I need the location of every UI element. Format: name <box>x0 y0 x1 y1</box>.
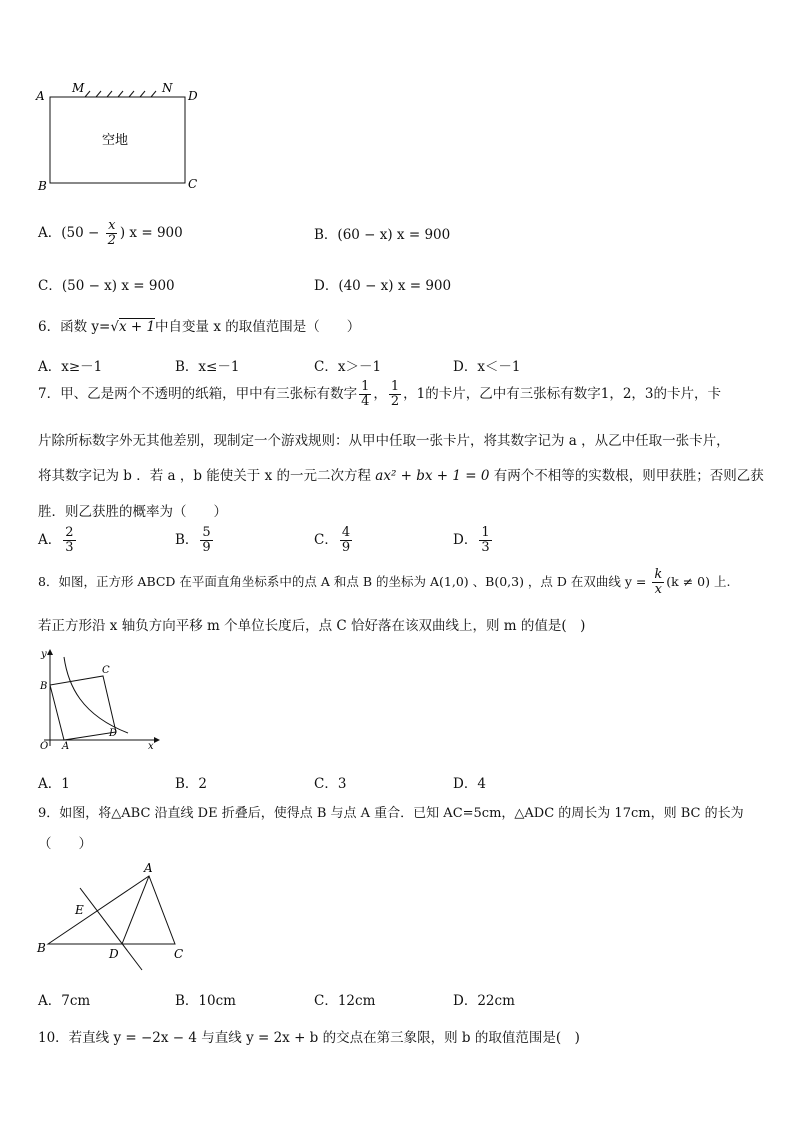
q8-option-B: B．2 <box>175 776 208 792</box>
q5-option-B: B．(60 − x) x = 900 <box>314 227 451 243</box>
q6-option-C: C．x＞－1 <box>314 359 382 375</box>
label-y: y <box>41 649 47 660</box>
field-label: 空地 <box>102 133 129 148</box>
y-axis-arrow <box>47 649 53 655</box>
label-C: C <box>102 665 110 676</box>
q6-option-A: A．x≥－1 <box>38 359 103 375</box>
label-B: B <box>37 941 46 955</box>
q8-line2: 若正方形沿 x 轴负方向平移 m 个单位长度后，点 C 恰好落在该双曲线上，则 m 的值是( ) <box>38 618 586 634</box>
q5-option-C: C．(50 − x) x = 900 <box>38 278 175 294</box>
q5-option-A: A．(50 − $\frac{x}{2}$ ) x = 900 <box>38 218 183 248</box>
q6-stem: 6．函数 y=√x + 1中自变量 x 的取值范围是（ ） <box>38 319 361 335</box>
label-C: C <box>174 947 184 961</box>
label-M: M <box>72 81 85 95</box>
q7-line4: 胜．则乙获胜的概率为（ ） <box>38 504 227 520</box>
q9-option-D: D．22cm <box>453 993 515 1009</box>
label-E: E <box>75 903 84 917</box>
q7-option-B: B． $\frac{5}{9}$ <box>175 525 211 555</box>
q7-option-A: A． $\frac{2}{3}$ <box>38 525 74 555</box>
q7-option-C: C． $\frac{4}{9}$ <box>314 525 351 555</box>
q9-figure <box>32 858 192 978</box>
q7-line1: 7．甲、乙是两个不透明的纸箱，甲中有三张标有数字 $\frac{1}{4}$ ， $\frac{1}{2}$ ，1的卡片，乙中有三张标有数字1，2，3的卡片，卡 <box>38 379 722 409</box>
segment-AD <box>122 876 149 944</box>
label-A: A <box>62 741 70 752</box>
label-N: N <box>162 81 173 95</box>
q9-option-B: B．10cm <box>175 993 236 1009</box>
q5-figure <box>30 80 220 195</box>
label-x: x <box>148 741 154 752</box>
q9-line2: （ ） <box>38 836 92 852</box>
q8-option-D: D．4 <box>453 776 486 792</box>
label-A: A <box>144 861 153 875</box>
triangle-ABC <box>48 876 175 944</box>
q6-option-D: D．x＜－1 <box>453 359 521 375</box>
q7-line2: 片除所标数字外无其他差别，现制定一个游戏规则：从甲中任取一张卡片，将其数字记为 a ，从乙中任取一张卡片， <box>38 433 730 449</box>
label-A: A <box>36 89 45 103</box>
q6-option-B: B．x≤－1 <box>175 359 240 375</box>
label-B: B <box>38 179 47 193</box>
label-C: C <box>188 177 198 191</box>
hyperbola-curve <box>64 657 128 733</box>
label-D: D <box>109 947 119 961</box>
square-ABCD <box>50 676 116 740</box>
q5-option-D: D．(40 − x) x = 900 <box>314 278 452 294</box>
x-axis-arrow <box>154 737 160 743</box>
label-D: D <box>109 728 118 739</box>
q8-option-C: C．3 <box>314 776 347 792</box>
q8-option-A: A．1 <box>38 776 70 792</box>
q10-stem: 10．若直线 y = −2x − 4 与直线 y = 2x + b 的交点在第三象限，则 b 的取值范围是( ) <box>38 1030 580 1046</box>
wall-hatching <box>85 91 156 97</box>
label-O: O <box>40 741 49 752</box>
q9-option-A: A．7cm <box>38 993 91 1009</box>
q8-line1: 8．如图，正方形 ABCD 在平面直角坐标系中的点 A 和点 B 的坐标为 A(1,0) 、B(0,3) ，点 D 在双曲线 y = $\frac{k}{x}$ (k ≠ 0) 上. <box>38 567 731 597</box>
q8-figure <box>36 645 164 753</box>
q9-line1: 9．如图，将△ABC 沿直线 DE 折叠后，使得点 B 与点 A 重合．已知 AC=5cm，△ADC 的周长为 17cm，则 BC 的长为 <box>38 806 744 821</box>
label-B: B <box>40 681 48 692</box>
q7-line3: 将其数字记为 b ．若 a ，b 能使关于 x 的一元二次方程 ax² + bx + 1 = 0 有两个不相等的实数根，则甲获胜；否则乙获 <box>38 468 764 484</box>
q9-option-C: C．12cm <box>314 993 376 1009</box>
label-D: D <box>188 89 198 103</box>
sqrt-symbol: √ <box>110 319 119 335</box>
q7-option-D: D． $\frac{1}{3}$ <box>453 525 490 555</box>
